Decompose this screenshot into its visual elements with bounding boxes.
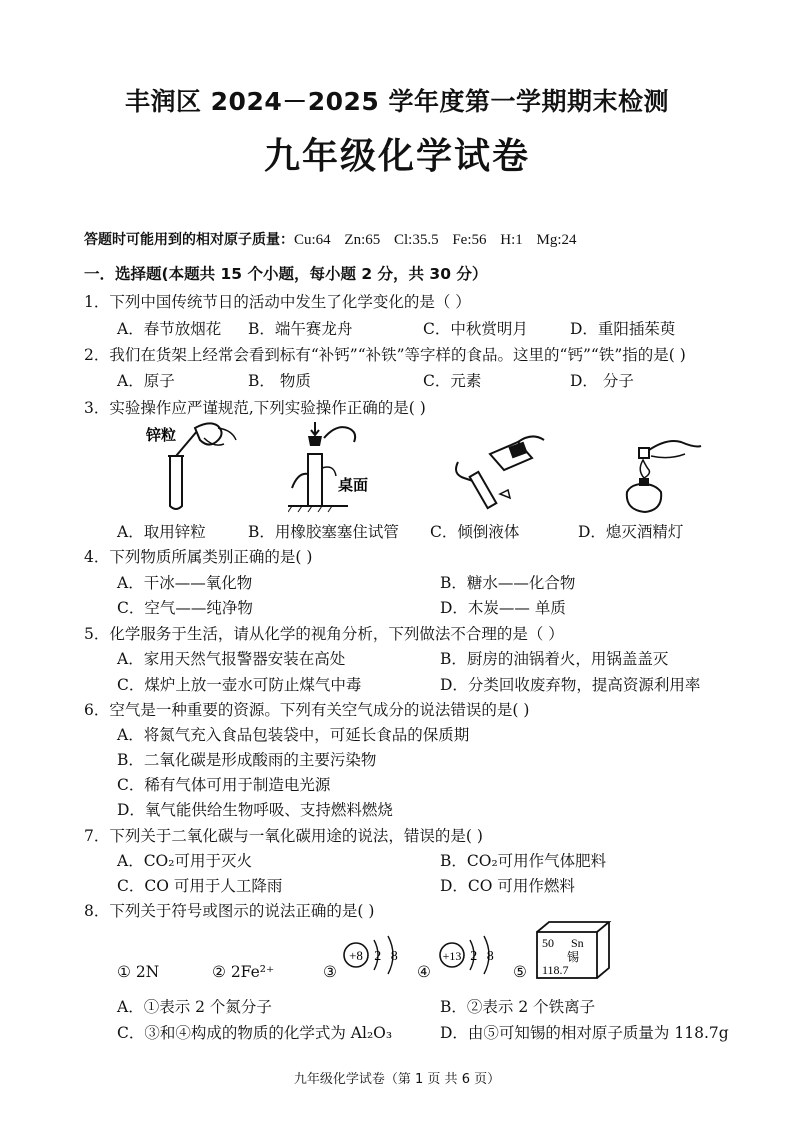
q5-option-d: D．分类回收废弃物，提高资源利用率 [440, 676, 701, 694]
figure-c-pouring-liquid [448, 434, 548, 514]
q7-option-a: A．CO₂可用于灭火 [117, 852, 252, 870]
electron-shells-3: 2 8 [374, 949, 398, 964]
tin-element-cell [533, 920, 615, 982]
q8-option-d: D．由⑤可知锡的相对原子质量为 118.7g [440, 1024, 729, 1042]
question-6-stem: 6．空气是一种重要的资源。下列有关空气成分的说法错误的是( ) [84, 701, 530, 719]
figure-a-zinc-grains [140, 418, 240, 513]
tin-symbol: Sn [571, 936, 584, 950]
question-4-stem: 4．下列物质所属类别正确的是( ) [84, 548, 313, 566]
q6-option-c: C．稀有气体可用于制造电光源 [117, 776, 331, 794]
q1-option-a: A．春节放烟花 [117, 320, 222, 338]
figure-b-rubber-stopper [288, 418, 398, 513]
q2-option-c: C．元素 [423, 372, 482, 390]
page-footer: 九年级化学试卷（第 1 页 共 6 页） [293, 1072, 501, 1087]
q6-option-d: D．氧气能供给生物呼吸、支持燃料燃烧 [117, 801, 393, 819]
zinc-label: 锌粒 [146, 426, 177, 444]
q4-option-d: D．木炭—— 单质 [440, 599, 566, 617]
q4-option-b: B．糖水——化合物 [440, 574, 576, 592]
q8-item-2: ② 2Fe²⁺ [212, 963, 275, 981]
table-label: 桌面 [338, 476, 369, 494]
q8-item-3: ③ [323, 963, 337, 981]
tin-atomic-mass: 118.7 [542, 963, 569, 977]
q8-option-c: C．③和④构成的物质的化学式为 Al₂O₃ [117, 1024, 393, 1042]
q8-item-1: ① 2N [117, 963, 160, 981]
q2-option-b: B． 物质 [248, 372, 311, 390]
atomic-masses-label: 答题时可能用到的相对原子质量： [84, 232, 294, 248]
q3-option-c: C．倾倒液体 [430, 523, 520, 541]
nucleus-charge-4: +13 [442, 949, 462, 963]
q7-option-c: C．CO 可用于人工降雨 [117, 877, 283, 895]
q8-item-5: ⑤ [513, 963, 527, 981]
q3-option-a: A．取用锌粒 [117, 523, 206, 541]
q5-option-a: A．家用天然气报警器安装在高处 [117, 650, 346, 668]
atomic-masses-values: Cu:64 Zn:65 Cl:35.5 Fe:56 H:1 Mg:24 [294, 232, 577, 248]
q5-option-b: B．厨房的油锅着火，用锅盖盖灭 [440, 650, 669, 668]
q7-option-b: B．CO₂可用作气体肥料 [440, 852, 607, 870]
q2-option-d: D． 分子 [570, 372, 634, 390]
q8-option-b: B．②表示 2 个铁离子 [440, 998, 596, 1016]
q3-option-b: B．用橡胶塞塞住试管 [248, 523, 399, 541]
q3-option-d: D．熄灭酒精灯 [578, 523, 684, 541]
q7-option-d: D．CO 可用作燃料 [440, 877, 575, 895]
nucleus-charge-3: +8 [349, 948, 363, 963]
q4-option-a: A．干冰——氧化物 [117, 574, 253, 592]
q8-option-a: A．①表示 2 个氮分子 [117, 998, 272, 1016]
q1-option-b: B．端午赛龙舟 [248, 320, 353, 338]
q2-option-a: A．原子 [117, 372, 175, 390]
question-5-stem: 5．化学服务于生活，请从化学的视角分析，下列做法不合理的是（ ） [84, 625, 564, 643]
tin-atomic-number: 50 [542, 936, 554, 950]
tin-name: 锡 [567, 950, 580, 964]
question-8-stem: 8．下列关于符号或图示的说法正确的是( ) [84, 902, 375, 920]
question-1-stem: 1．下列中国传统节日的活动中发生了化学变化的是（ ） [84, 293, 471, 311]
question-3-stem: 3．实验操作应严谨规范,下列实验操作正确的是( ) [84, 399, 426, 417]
atom-structure-4 [438, 932, 508, 978]
q1-option-c: C．中秋赏明月 [423, 320, 528, 338]
question-7-stem: 7．下列关于二氧化碳与一氧化碳用途的说法，错误的是( ) [84, 827, 483, 845]
exam-title: 丰润区 2024－2025 学年度第一学期期末检测 [124, 87, 670, 116]
exam-subtitle: 九年级化学试卷 [263, 136, 530, 177]
atomic-masses-line [84, 229, 577, 249]
q4-option-c: C．空气——纯净物 [117, 599, 253, 617]
q5-option-c: C．煤炉上放一壶水可防止煤气中毒 [117, 676, 362, 694]
question-2-stem: 2．我们在货架上经常会看到标有“补钙”“补铁”等字样的食品。这里的“钙”“铁”指的是( ) [84, 346, 686, 364]
atom-structure-3 [342, 932, 412, 978]
q6-option-b: B．二氧化碳是形成酸雨的主要污染物 [117, 751, 377, 769]
q6-option-a: A．将氮气充入食品包装袋中，可延长食品的保质期 [117, 726, 470, 744]
q8-item-4: ④ [417, 963, 431, 981]
section-heading: 一．选择题(本题共 15 个小题，每小题 2 分，共 30 分） [84, 265, 488, 283]
electron-shells-4: 2 8 [470, 949, 494, 964]
figure-d-alcohol-lamp [615, 434, 705, 516]
q1-option-d: D．重阳插茱萸 [570, 320, 676, 338]
